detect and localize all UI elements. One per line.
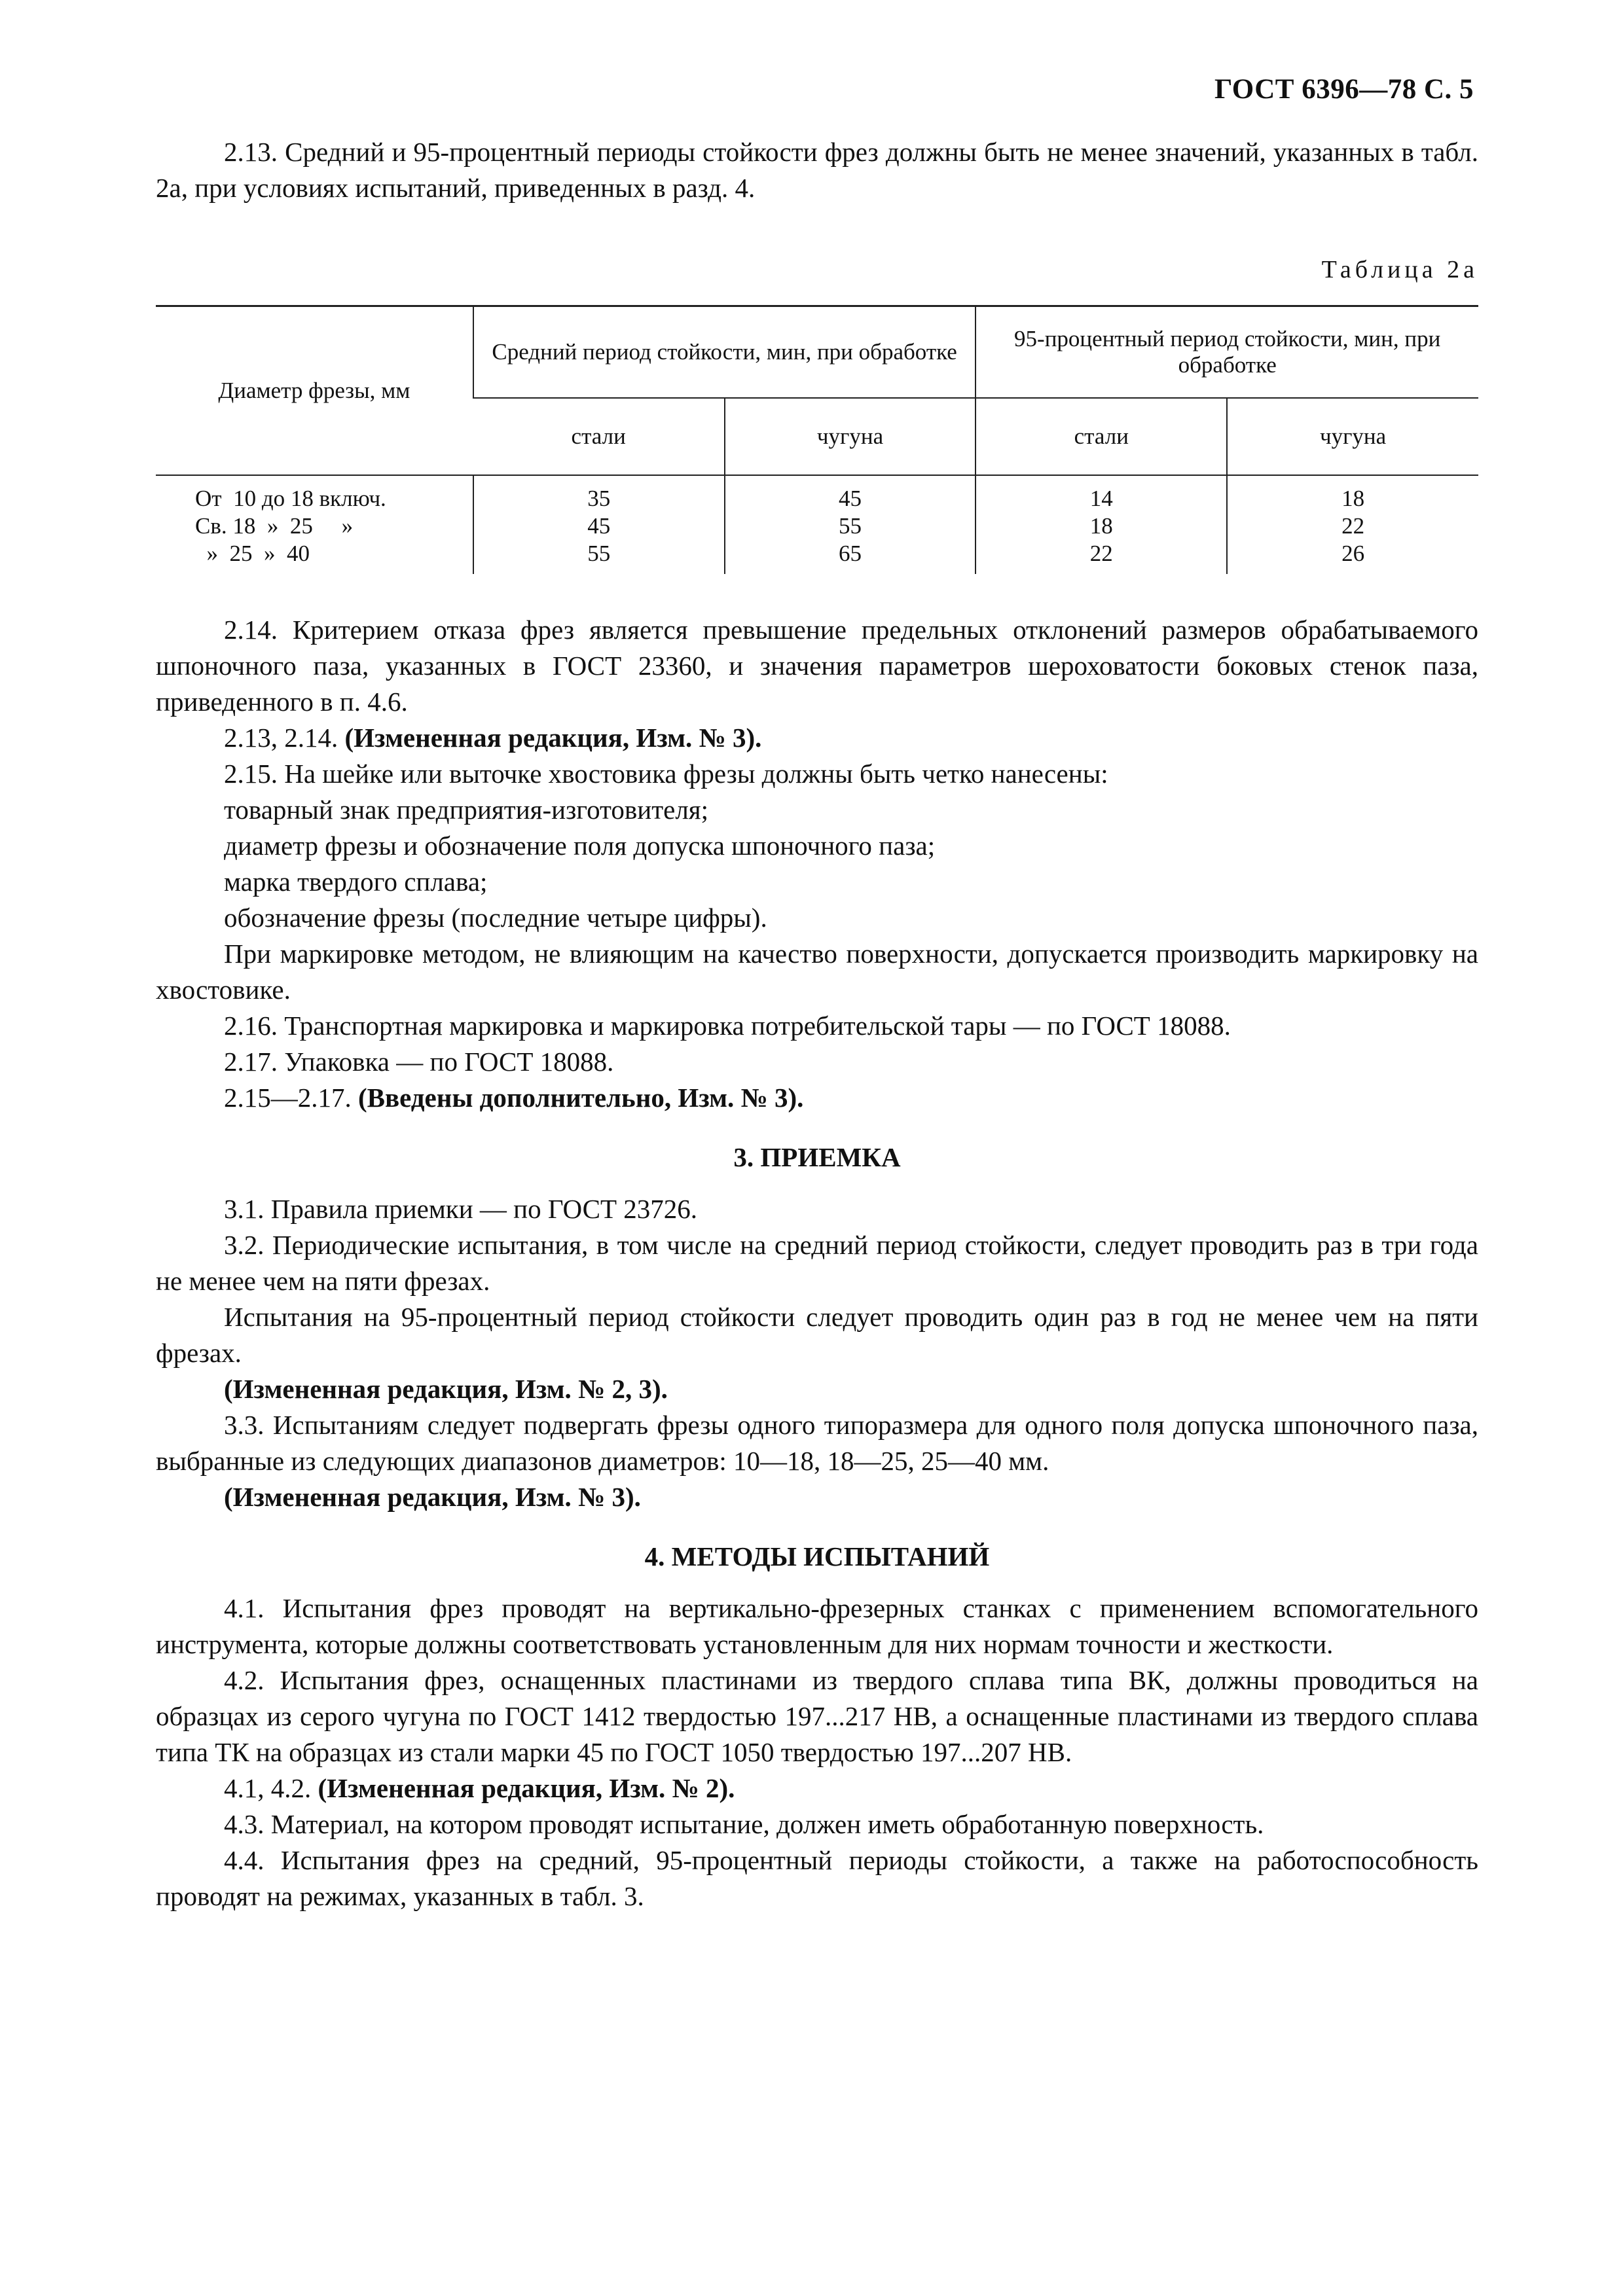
amendment-text: (Измененная редакция, Изм. № 3).	[344, 723, 762, 753]
header-mean-steel: стали	[473, 398, 725, 475]
amendment-prefix: 4.1, 4.2.	[224, 1773, 312, 1803]
value: 55	[838, 513, 862, 539]
value: 18	[1341, 486, 1365, 511]
value: 45	[838, 486, 862, 511]
header-diameter: Диаметр фрезы, мм	[156, 306, 473, 476]
diameter-value: Св. 18 » 25 »	[195, 513, 354, 539]
paragraph-2-16: 2.16. Транспортная маркировка и маркировка потребительской тары — по ГОСТ 18088.	[224, 1011, 1231, 1041]
table-caption: Таблица 2а	[1321, 256, 1478, 283]
value: 65	[838, 541, 862, 566]
paragraph-2-14: 2.14. Критерием отказа фрез является превышение предельных отклонений размеров обрабатываемого шпоночного паза, указанных в ГОСТ 23360, и значения параметров шероховатости боковых стенок паза, приведенного в п. 4.6.	[156, 615, 1478, 717]
amendment-note: (Измененная редакция, Изм. № 3).	[224, 1482, 641, 1512]
amendment-note	[156, 720, 1478, 756]
diameter-value: От 10 до 18 включ.	[195, 486, 386, 511]
page-header: ГОСТ 6396—78 С. 5	[1214, 74, 1474, 105]
list-item: товарный знак предприятия-изготовителя;	[224, 795, 709, 825]
amendment-prefix: 2.13, 2.14.	[224, 723, 338, 753]
paragraph-4-3: 4.3. Материал, на котором проводят испытание, должен иметь обработанную поверхность.	[224, 1809, 1264, 1839]
value: 55	[587, 541, 611, 566]
paragraph-2-15: 2.15. На шейке или выточке хвостовика фрезы должны быть четко нанесены:	[224, 759, 1108, 789]
value: 22	[1341, 513, 1365, 539]
paragraph-2-15-note: При маркировке методом, не влияющим на качество поверхности, допускается производить маркировку на хвостовике.	[156, 939, 1478, 1005]
header-mean-iron: чугуна	[725, 398, 976, 475]
list-item: обозначение фрезы (последние четыре цифры).	[224, 903, 767, 933]
amendment-text: (Измененная редакция, Изм. № 2).	[318, 1773, 735, 1803]
paragraph-3-2-note: Испытания на 95-процентный период стойкости следует проводить один раз в год не менее чем на пяти фрезах.	[156, 1302, 1478, 1368]
paragraph-4-1: 4.1. Испытания фрез проводят на вертикально-фрезерных станках с применением вспомогательного инструмента, которые должны соответствовать установленным для них нормам точности и жесткости.	[156, 1593, 1478, 1659]
list-item: марка твердого сплава;	[224, 867, 488, 897]
header-95-steel: стали	[976, 398, 1227, 475]
list-item: диаметр фрезы и обозначение поля допуска шпоночного паза;	[224, 831, 936, 861]
table-row	[156, 475, 1478, 574]
value: 22	[1089, 541, 1113, 566]
cell-95-steel	[976, 475, 1227, 574]
amendment-note	[156, 1080, 1478, 1116]
value: 45	[587, 513, 611, 539]
header-95-period: 95-процентный период стойкости, мин, при обработке	[976, 306, 1478, 399]
amendment-note	[156, 1770, 1478, 1806]
paragraph-4-4: 4.4. Испытания фрез на средний, 95-процентный периоды стойкости, а также на работоспособность проводят на режимах, указанных в табл. 3.	[156, 1845, 1478, 1911]
cell-mean-steel	[473, 475, 725, 574]
value: 26	[1341, 541, 1365, 566]
paragraph-3-2: 3.2. Периодические испытания, в том числе на средний период стойкости, следует проводить раз в три года не менее чем на пяти фрезах.	[156, 1230, 1478, 1296]
cell-mean-iron	[725, 475, 976, 574]
paragraph-3-1: 3.1. Правила приемки — по ГОСТ 23726.	[224, 1194, 698, 1224]
paragraph-3-3: 3.3. Испытаниям следует подвергать фрезы одного типоразмера для одного поля допуска шпоночного паза, выбранные из следующих диапазонов диаметров: 10—18, 18—25, 25—40 мм.	[156, 1410, 1478, 1476]
amendment-text: (Введены дополнительно, Изм. № 3).	[358, 1083, 804, 1113]
header-95-iron: чугуна	[1227, 398, 1478, 475]
amendment-prefix: 2.15—2.17.	[224, 1083, 352, 1113]
section-title: 3. ПРИЕМКА	[733, 1142, 901, 1172]
header-mean-period: Средний период стойкости, мин, при обработке	[473, 306, 976, 399]
value: 35	[587, 486, 611, 511]
paragraph-2-17: 2.17. Упаковка — по ГОСТ 18088.	[224, 1047, 614, 1077]
amendment-note: (Измененная редакция, Изм. № 2, 3).	[224, 1374, 668, 1404]
page-body	[156, 134, 1478, 1914]
value: 14	[1089, 486, 1113, 511]
paragraph-2-13: 2.13. Средний и 95-процентный периоды стойкости фрез должны быть не менее значений, указанных в табл. 2а, при условиях испытаний, приведенных в разд. 4.	[156, 137, 1478, 203]
cell-diameter	[156, 475, 473, 574]
diameter-value: » 25 » 40	[195, 541, 310, 566]
value: 18	[1089, 513, 1113, 539]
section-title: 4. МЕТОДЫ ИСПЫТАНИЙ	[644, 1541, 990, 1571]
cell-95-iron	[1227, 475, 1478, 574]
paragraph-4-2: 4.2. Испытания фрез, оснащенных пластинами из твердого сплава типа ВК, должны проводиться на образцах из серого чугуна по ГОСТ 1412 твердостью 197...217 НВ, а оснащенные пластинами из твердого сплава типа ТК на образцах из стали марки 45 по ГОСТ 1050 твердостью 197...207 НВ.	[156, 1665, 1478, 1767]
table-2a	[156, 305, 1478, 574]
